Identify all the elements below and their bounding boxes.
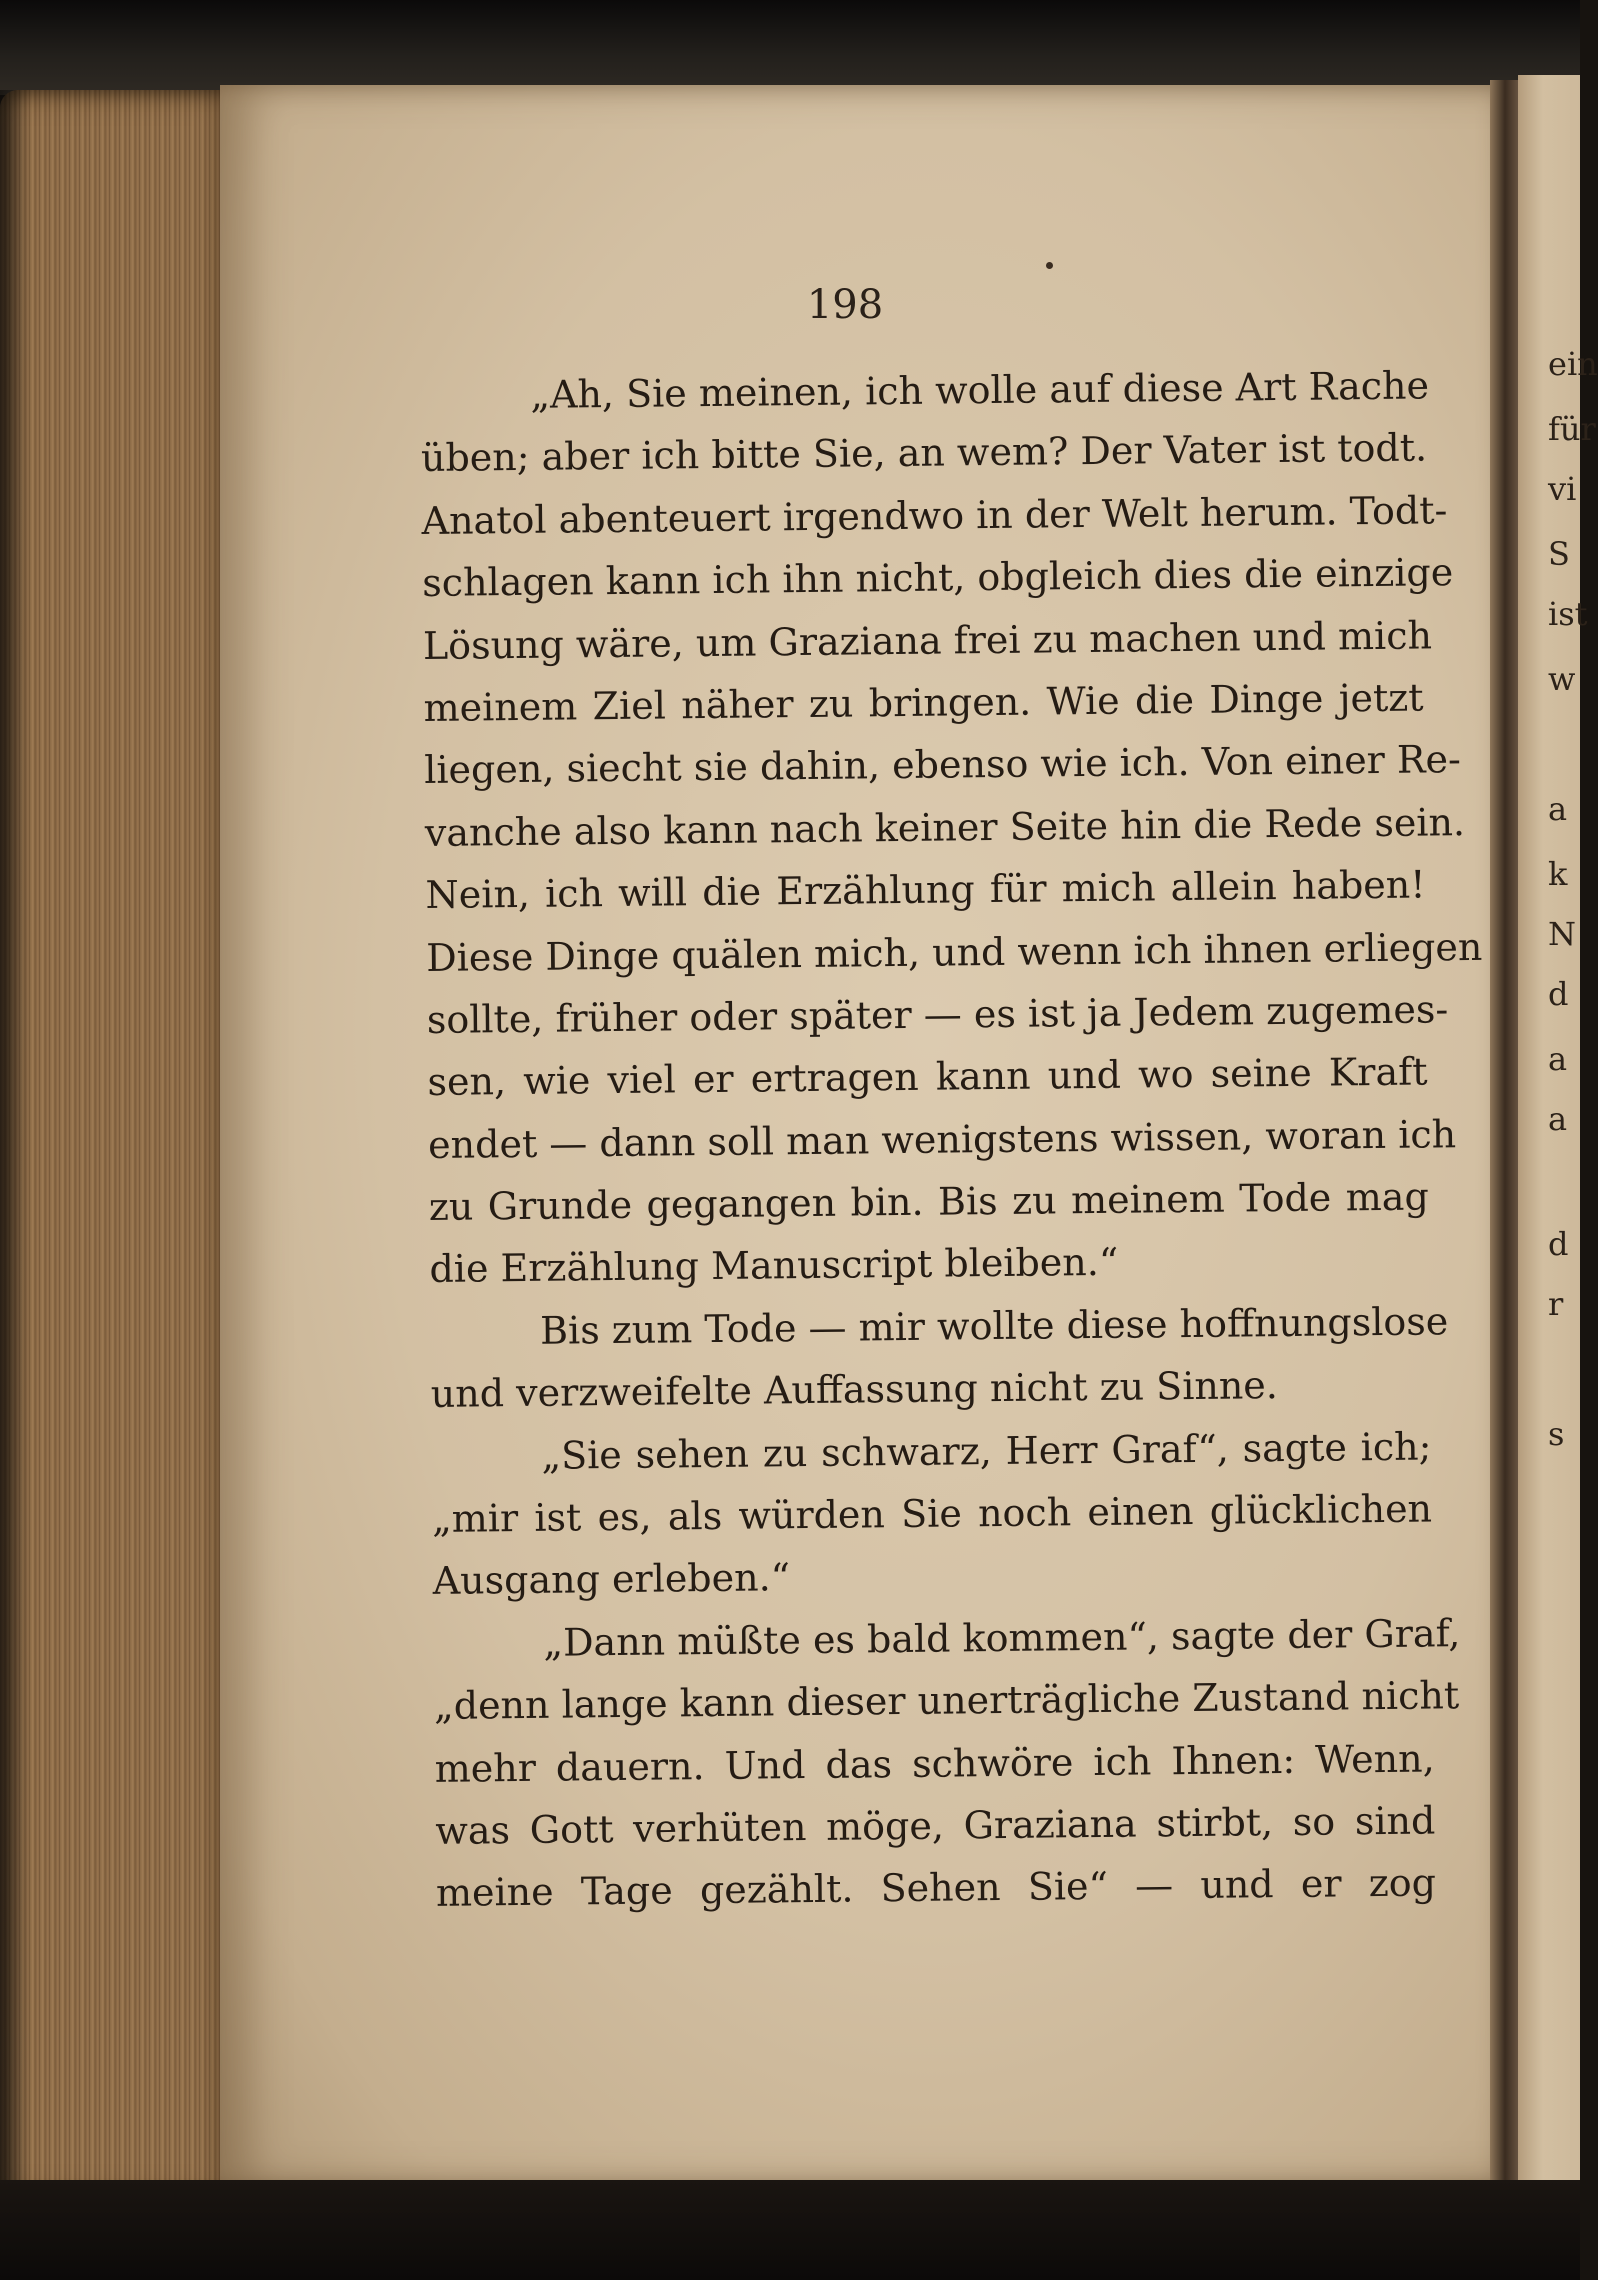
text-line: Bis zum Tode — mir wollte diese hoffnungslose [539,1299,1449,1353]
text-line: „Dann müßte es bald kommen“, sagte der Graf, [543,1610,1461,1665]
text-line: zu Grunde gegangen bin. Bis zu meinem Tode mag [428,1174,1429,1230]
text-line: Anatol abenteuert irgendwo in der Welt herum. Todt- [421,488,1448,543]
next-page-fragment: a [1548,1100,1568,1138]
text-line: meinem Ziel näher zu bringen. Wie die Dinge jetzt [423,675,1424,730]
text-line: „mir ist es, als würden Sie noch einen glücklichen [431,1486,1433,1541]
text-line: „Ah, Sie meinen, ich wolle auf diese Art Rache [530,363,1430,417]
text-line: endet — dann soll man wenigstens wissen, woran ich [427,1111,1457,1167]
next-page-fragment: w [1548,660,1576,698]
next-page-fragment: s [1548,1415,1565,1453]
text-line: mehr dauern. Und das schwöre ich Ihnen: Wenn, [434,1736,1435,1791]
text-line: sen, wie viel er ertragen kann und wo seine Kraft [427,1049,1428,1105]
next-page-fragment: a [1548,790,1568,828]
page-edges-left [0,90,250,2200]
table-edge-bottom [0,2180,1580,2280]
next-page-fragment: r [1548,1285,1564,1323]
text-line: und verzweifelte Auffassung nicht zu Sinne. [430,1363,1279,1417]
text-line: Ausgang erleben.“ [432,1555,791,1604]
text-line: Diese Dinge quälen mich, und wenn ich ihnen erliegen [425,924,1483,980]
text-line: meine Tage gezählt. Sehen Sie“ — und er zog [435,1860,1437,1916]
text-line: sollte, früher oder später — es ist ja Jedem zugemes- [426,987,1449,1042]
ink-speck [1046,262,1053,269]
page-number: 198 [806,282,884,328]
text-line: was Gott verhüten möge, Graziana stirbt, so sind [435,1798,1436,1853]
next-page-fragment: ist [1548,595,1588,633]
text-line: Nein, ich will die Erzählung für mich allein haben! [425,862,1426,918]
text-line: schlagen kann ich ihn nicht, obgleich dies die einzige [422,550,1454,606]
book-gutter [1490,80,1520,2185]
text-line: die Erzählung Manuscript bleiben.“ [429,1240,1119,1292]
next-page-fragment: a [1548,1040,1568,1078]
next-page-fragment: d [1548,1225,1569,1263]
next-page-fragment: vi [1548,470,1577,508]
text-line: liegen, siecht sie dahin, ebenso wie ich. Von einer Re- [424,737,1462,793]
next-page-fragment: für [1548,410,1596,448]
next-page-fragment: ein [1548,345,1598,383]
text-line: üben; aber ich bitte Sie, an wem? Der Vater ist todt. [420,425,1428,481]
next-page-fragment: S [1548,535,1570,573]
table-edge-top [0,0,1580,95]
next-page-fragment: N [1548,915,1576,953]
next-page-fragment: d [1548,975,1569,1013]
text-line: Lösung wäre, um Graziana frei zu machen und mich [422,612,1433,668]
page-text [420,355,1483,1925]
next-page-fragment: k [1548,855,1568,893]
text-line: vanche also kann nach keiner Seite hin die Rede sein. [424,799,1466,855]
text-line: „denn lange kann dieser unerträgliche Zustand nicht [433,1673,1460,1729]
text-line: „Sie sehen zu schwarz, Herr Graf“, sagte ich; [541,1424,1432,1478]
